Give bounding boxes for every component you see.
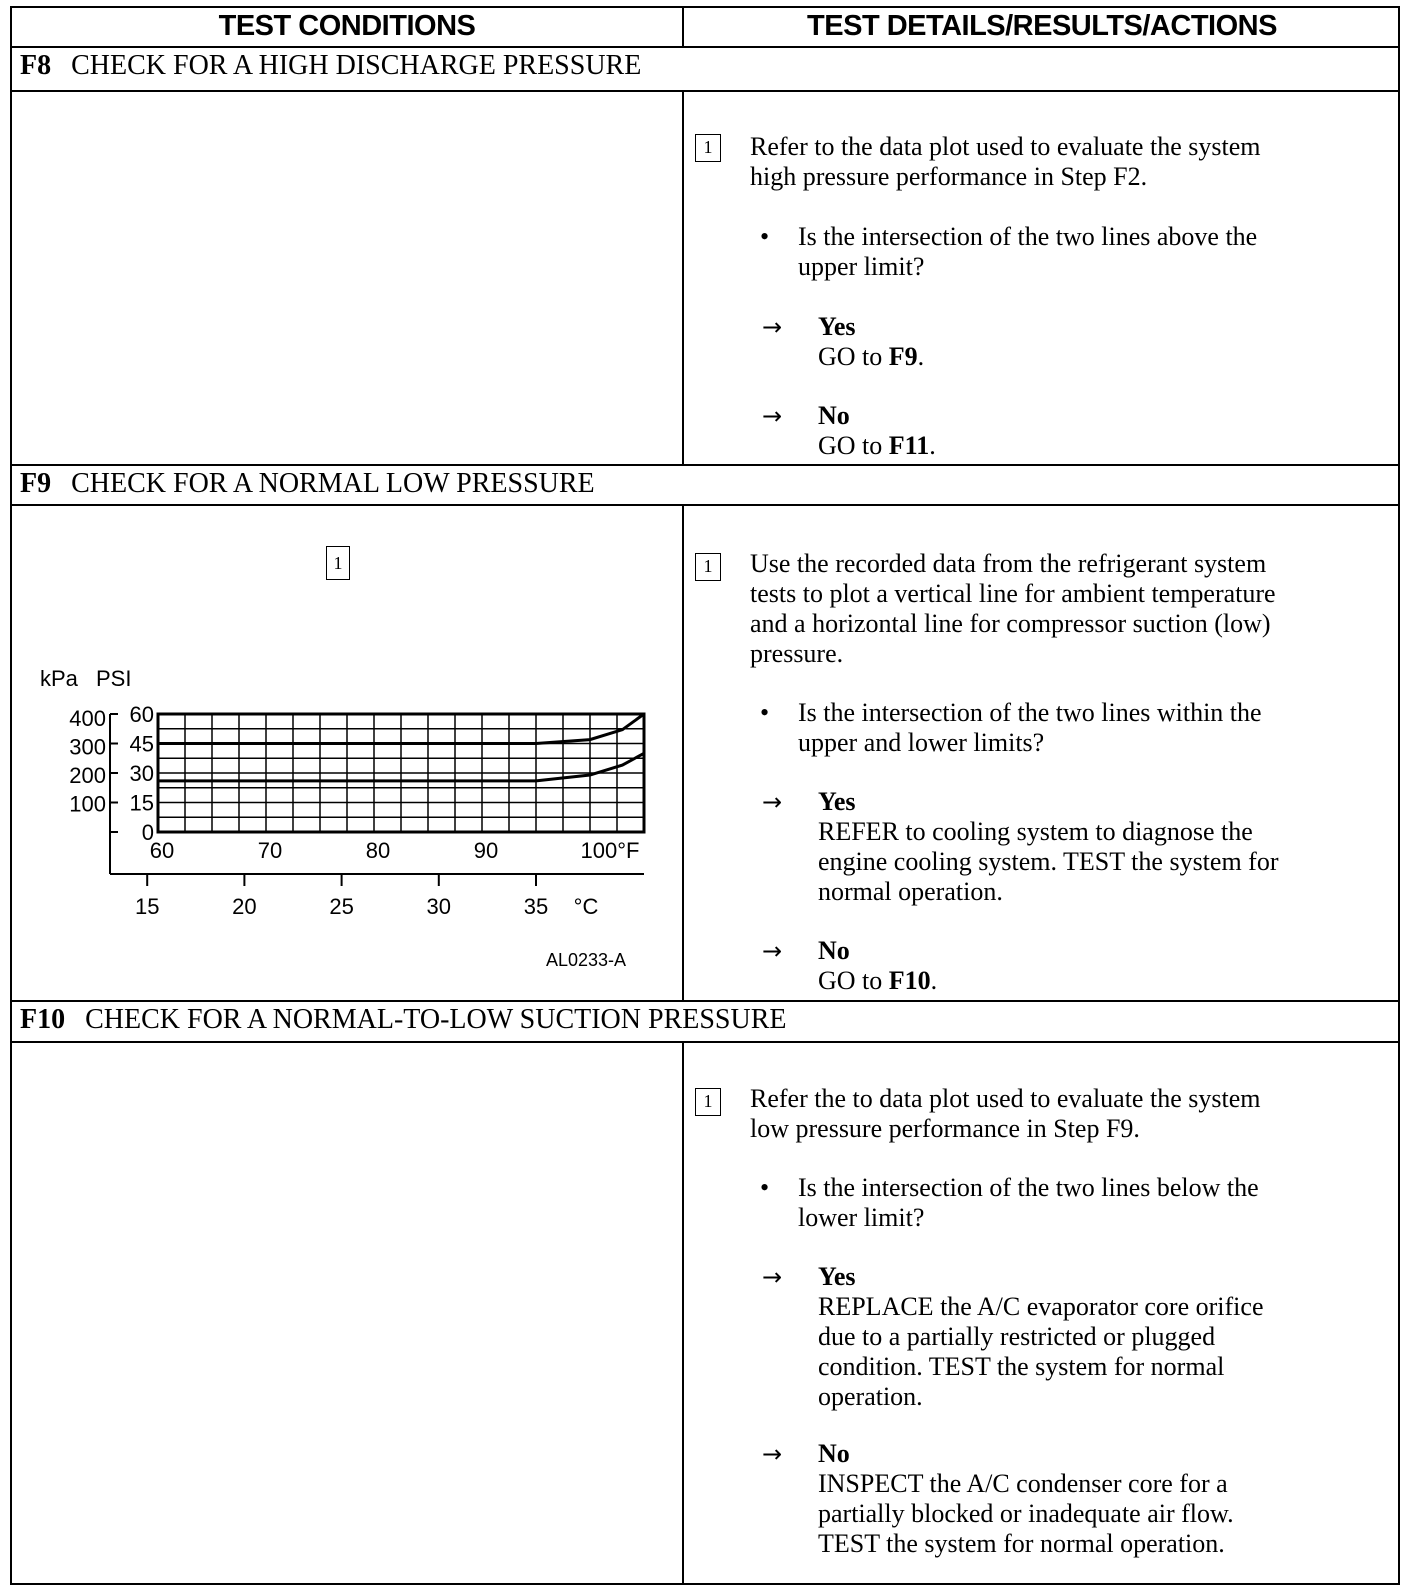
step-instruction: Use the recorded data from the refrigerant system tests to plot a vertical line for ambient temperature and a horizontal line for compressor suction (low) pressure. <box>750 549 1276 668</box>
arrow-right-icon: → <box>762 1440 783 1468</box>
fahrenheit-tick-label: 80 <box>365 838 391 863</box>
section-title-f9: F9 CHECK FOR A NORMAL LOW PRESSURE <box>20 468 595 499</box>
fahrenheit-tick-label: 90 <box>473 838 499 863</box>
celsius-tick-label: 25 <box>329 894 354 919</box>
kpa-tick-label: 300 <box>69 734 106 760</box>
step-number-box: 1 <box>695 1088 721 1116</box>
y-unit-kpa: kPa <box>40 666 78 691</box>
celsius-tick-label: 35 <box>523 894 549 919</box>
divider <box>682 8 684 46</box>
header-test-conditions: TEST CONDITIONS <box>218 10 476 42</box>
fahrenheit-tick-label: 60 <box>149 838 175 863</box>
kpa-tick-label: 400 <box>69 705 106 731</box>
figure-id: AL0233-A <box>546 950 627 970</box>
psi-tick-label: 0 <box>141 820 154 845</box>
celsius-tick-label: 30 <box>426 894 452 919</box>
bullet-icon: • <box>760 1173 770 1202</box>
step-instruction: Refer the to data plot used to evaluate the system low pressure performance in Step F9. <box>750 1084 1261 1143</box>
step-number-box: 1 <box>695 134 721 162</box>
divider <box>682 1041 684 1585</box>
arrow-right-icon: → <box>762 1263 783 1291</box>
answer-no: No GO to F10. <box>818 936 938 995</box>
kpa-tick-label: 200 <box>69 762 106 788</box>
psi-tick-label: 30 <box>129 761 154 786</box>
fahrenheit-tick-label: 70 <box>257 838 283 863</box>
divider <box>682 90 684 464</box>
answer-yes: Yes REPLACE the A/C evaporator core orifice due to a partially restricted or plugged condition. TEST the system for normal operation. <box>818 1262 1264 1411</box>
divider <box>12 46 1398 48</box>
divider <box>12 1041 1398 1043</box>
answer-yes: Yes REFER to cooling system to diagnose the engine cooling system. TEST the system for normal operation. <box>818 787 1279 906</box>
psi-tick-label: 45 <box>129 731 154 757</box>
kpa-tick-label: 100 <box>69 791 106 817</box>
divider <box>12 464 1398 466</box>
arrow-right-icon: → <box>762 402 783 430</box>
pressure-chart <box>28 648 668 928</box>
header-test-details: TEST DETAILS/RESULTS/ACTIONS <box>807 10 1277 42</box>
question-text: Is the intersection of the two lines above the upper limit? <box>798 222 1258 281</box>
divider <box>12 1000 1398 1002</box>
answer-no: No INSPECT the A/C condenser core for a partially blocked or inadequate air flow. TEST the system for normal operation. <box>818 1439 1234 1558</box>
celsius-tick-label: 20 <box>232 894 257 919</box>
question-text: Is the intersection of the two lines within the upper and lower limits? <box>798 698 1262 757</box>
divider <box>12 90 1398 92</box>
bullet-icon: • <box>760 698 770 727</box>
figure-step-box: 1 <box>326 546 350 580</box>
arrow-right-icon: → <box>762 788 783 816</box>
chart-grid <box>158 714 644 832</box>
divider <box>682 504 684 1000</box>
chart-axes <box>69 702 644 919</box>
bullet-icon: • <box>760 222 770 251</box>
psi-tick-label: 60 <box>129 702 154 727</box>
section-title-f8: F8 CHECK FOR A HIGH DISCHARGE PRESSURE <box>20 50 642 81</box>
divider <box>12 504 1398 506</box>
question-text: Is the intersection of the two lines below the lower limit? <box>798 1173 1259 1232</box>
answer-no: No GO to F11. <box>818 401 936 460</box>
step-instruction: Refer to the data plot used to evaluate the system high pressure performance in Step F2. <box>750 132 1261 191</box>
y-unit-psi: PSI <box>96 666 132 691</box>
diagnostic-table <box>10 6 1400 1585</box>
step-number-box: 1 <box>695 553 721 581</box>
psi-tick-label: 15 <box>129 790 154 816</box>
arrow-right-icon: → <box>762 313 783 341</box>
section-title-f10: F10 CHECK FOR A NORMAL-TO-LOW SUCTION PRESSURE <box>20 1004 787 1035</box>
arrow-right-icon: → <box>762 937 783 965</box>
answer-yes: Yes GO to F9. <box>818 312 925 371</box>
celsius-tick-label: 15 <box>134 894 160 919</box>
fahrenheit-tick-label: 100°F <box>580 838 640 863</box>
celsius-unit-label: °C <box>573 894 599 919</box>
